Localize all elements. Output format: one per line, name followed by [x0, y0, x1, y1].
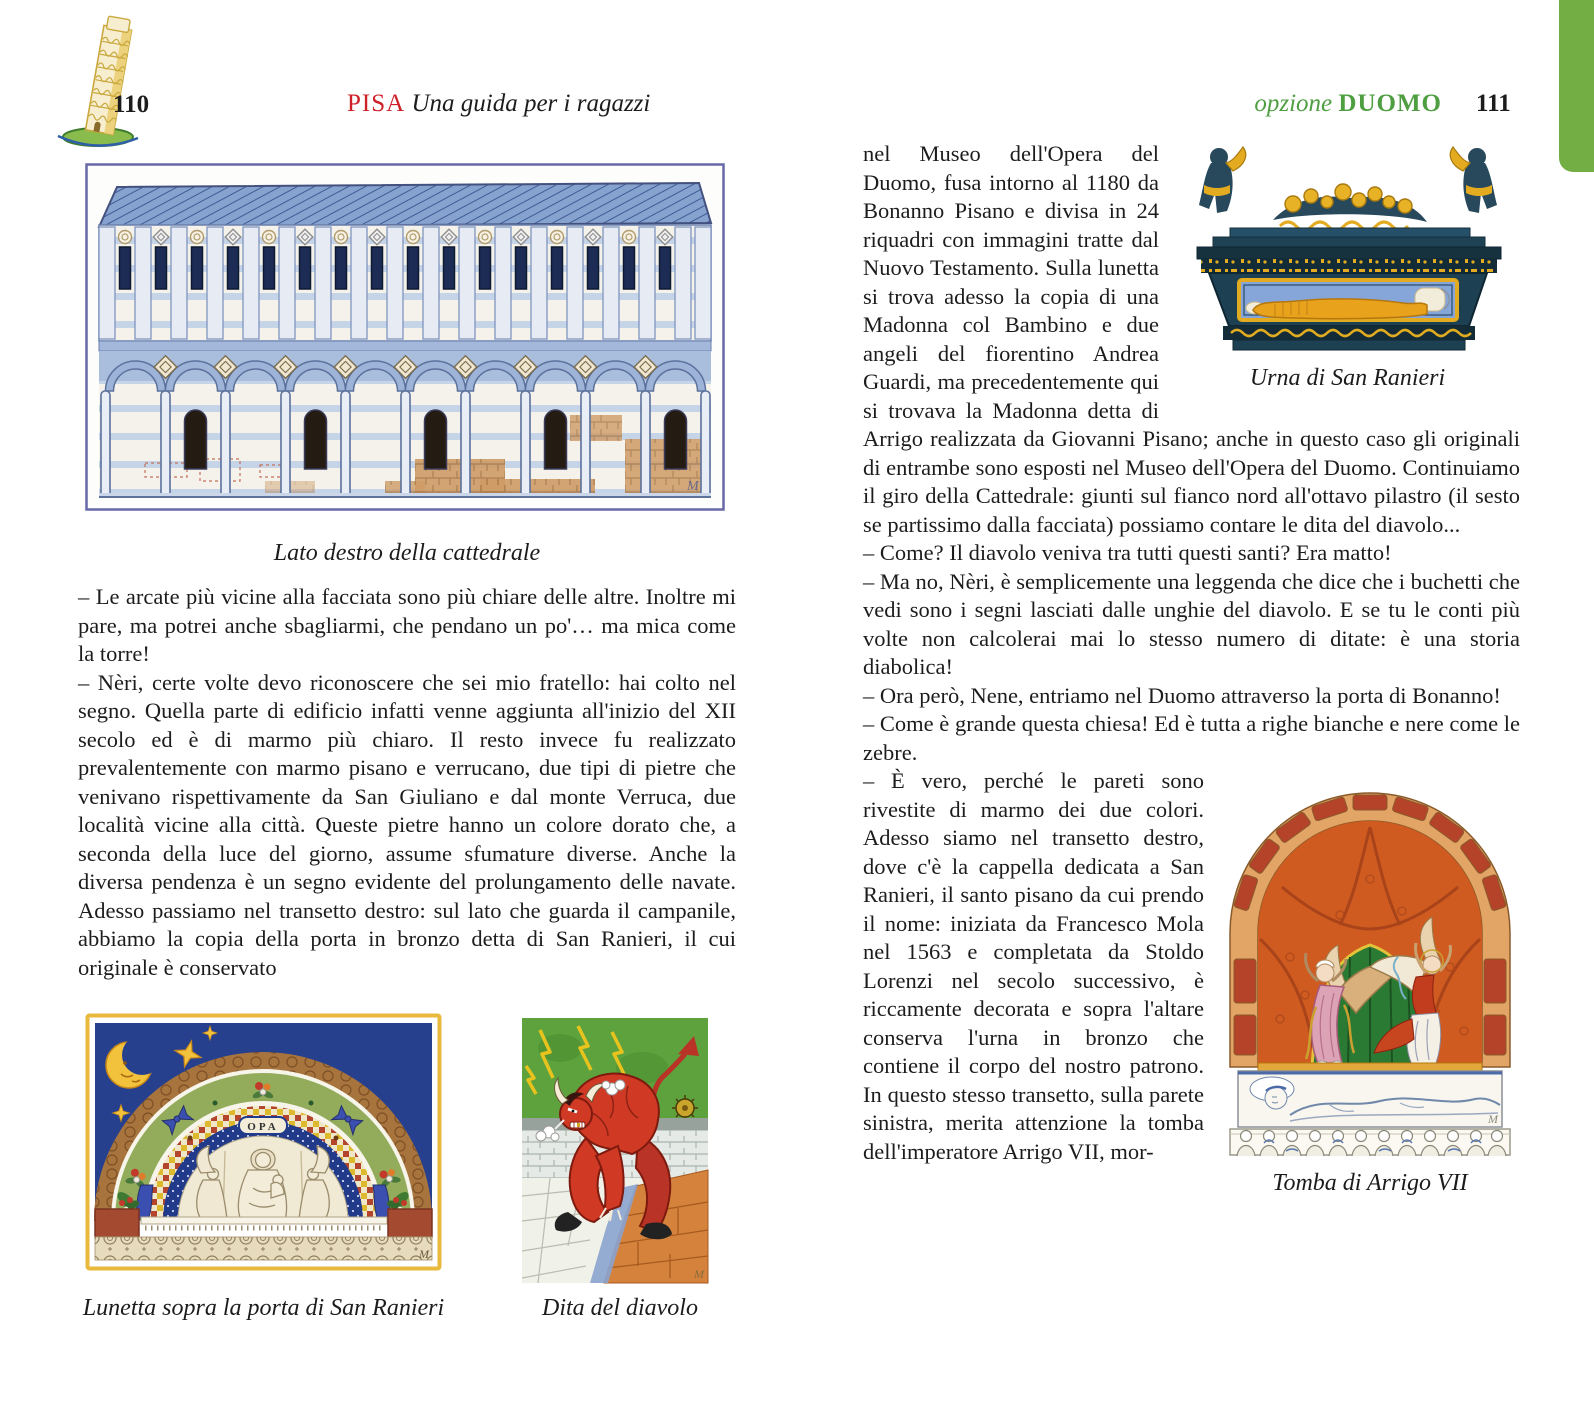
artist-signature: M [694, 1267, 704, 1281]
header-section: DUOMO [1338, 90, 1442, 117]
artist-signature: M [419, 1247, 429, 1261]
tomba-figure [1220, 767, 1520, 1198]
paragraph: – Le arcate più vicine alla facciata sono più chiare delle altre. Inoltre mi pare, ma potrei anche sbagliarmi, che pendano un po'… ma mica come la torre! [78, 584, 736, 666]
paragraph: nel Museo dell'Opera del Duomo, fusa intorno al 1180 da Bonanno Pisano e divisa in 24 riquadri con immagini tratte dal Nuovo Testamento. Sulla lunetta si trova adesso la copia di una Madonna col Bambino e due angeli del fiorentino Andrea Guardi, ma precedentemente qui si trovava la Madonna detta di Arrigo realizzata da Giovanni Pisano; anche in questo caso gli originali di entrambe sono esposti nel Museo dell'Opera del Duomo. Continuiamo il giro della Cattedrale: giunti sul fianco nord all'ottavo pilastro (il sesto se partissimo dalla facciata) possiamo contare le dita del diavolo... [863, 141, 1520, 537]
running-header-right [1150, 90, 1442, 118]
leaning-tower-logo-icon [38, 10, 156, 148]
page-number-right: 111 [1476, 90, 1511, 117]
right-page-text [863, 140, 1520, 1206]
header-brand: PISA [347, 90, 406, 117]
header-option-label: opzione [1254, 90, 1333, 117]
header-title: Una guida per i ragazzi [411, 90, 651, 117]
urna-figure [1175, 140, 1520, 393]
left-page-text [78, 583, 736, 982]
urna-caption: Urna di San Ranieri [1249, 365, 1446, 391]
chapter-color-tab [1559, 0, 1594, 172]
paragraph: – Ma no, Nèri, è semplicemente una leggenda che dice che i buchetti che vedi sono i segni lasciati dalle unghie del diavolo. E se tu le conti più volte non calcolerai mai lo stesso numero di ditate: è una storia diabolica! [863, 568, 1520, 679]
paragraph: – È vero, perché le pareti sono rivestite di marmo dei due colori. Adesso siamo nel transetto destro, dove c'è la cappella dedicata a San Ranieri, il santo pisano da cui prendo il nome: iniziata da Francesco Mola nel 1563 e completata da Stoldo Lorenzi nel secolo successivo, è riccamente decorata e sopra l'altare conserva l'urna in bronzo che contiene il corpo del nostro patrono. In questo stesso transetto, sulla parete sinistra, merita attenzione la tomba dell'imperatore Arrigo VII, mor- [863, 768, 1204, 1164]
lunetta-caption: Lunetta sopra la porta di San Ranieri [82, 1295, 445, 1321]
paragraph: – Come è grande questa chiesa! Ed è tutta a righe bianche e nere come le zebre. [863, 711, 1520, 765]
devil-illustration [520, 1016, 710, 1285]
tomba-illustration [1220, 767, 1520, 1157]
artist-signature: M [687, 479, 699, 494]
cathedral-caption: Lato destro della cattedrale [273, 540, 541, 566]
paragraph: – Nèri, certe volte devo riconoscere che sei mio fratello: hai colto nel segno. Quella parte di edificio infatti venne aggiunta all'inizio del XII secolo ed è di marmo più chiaro. Il resto invece fu realizzato prevalentemente con marmo pisano e verrucano, due tipi di pietre che venivano rispettivamente da San Giuliano e dal monte Verruca, due località vicine alla città. Queste pietre hanno un colore dorato che, a seconda della luce del giorno, assume sfumature diverse. Anche la diversa pendenza è un segno evidente del prolungamento delle navate. Adesso passiamo nel transetto destro: sul lato che guarda il campanile, abbiamo la copia della porta in bronzo detta di San Ranieri, il cui originale è conservato [78, 669, 736, 980]
artist-signature: M [1488, 1112, 1498, 1126]
devil-caption: Dita del diavolo [542, 1295, 698, 1321]
paragraph: – Come? Il diavolo veniva tra tutti questi santi? Era matto! [863, 540, 1392, 565]
lunette-inscription: OPA [247, 1121, 279, 1133]
cathedral-side-illustration [85, 163, 725, 511]
paragraph: – Ora però, Nene, entriamo nel Duomo attraverso la porta di Bonanno! [863, 682, 1501, 708]
page-number-left: 110 [113, 91, 150, 118]
running-header-left [347, 90, 650, 118]
tomba-caption: Tomba di Arrigo VII [1272, 1170, 1468, 1196]
lunetta-illustration [85, 1013, 442, 1271]
urna-illustration [1175, 140, 1520, 352]
